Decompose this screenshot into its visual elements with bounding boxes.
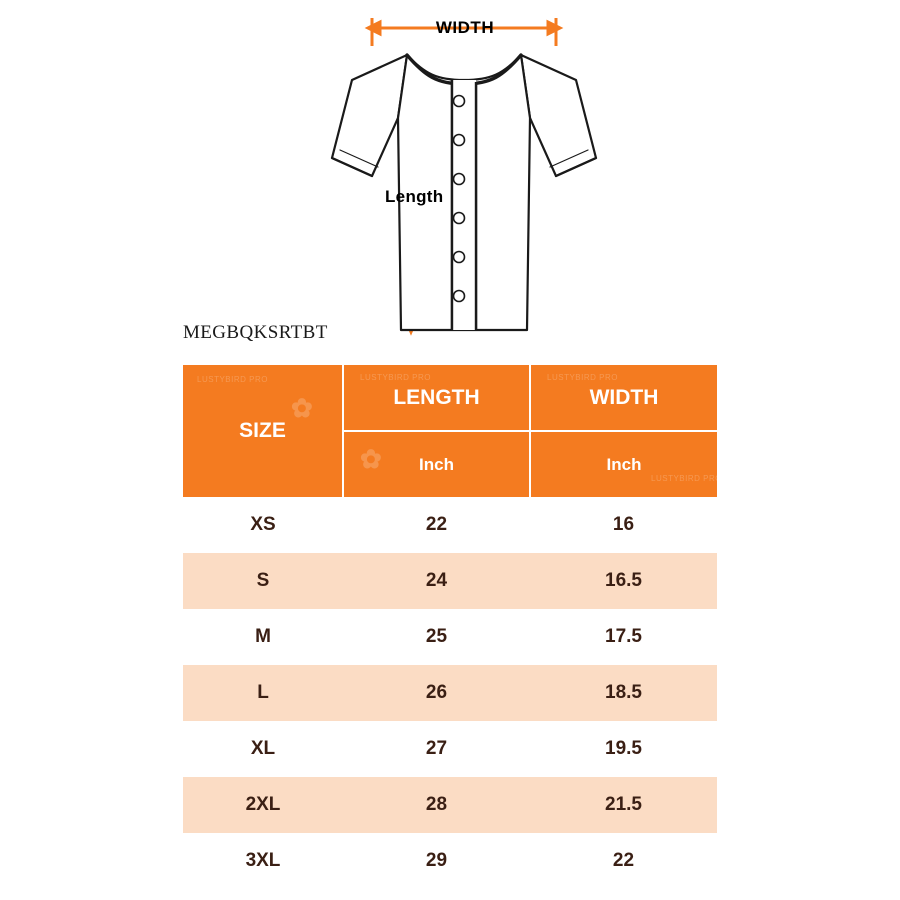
table-row <box>183 721 717 777</box>
column-header-length <box>343 365 530 431</box>
watermark-text: LUSTYBIRD PRO <box>360 373 431 382</box>
table-body <box>183 497 717 889</box>
leaf-icon: ✿ <box>360 444 382 474</box>
table-row <box>183 777 717 833</box>
width-label: WIDTH <box>435 18 495 37</box>
table-row <box>183 665 717 721</box>
table-header <box>183 365 722 497</box>
column-header-length-unit-label: Inch <box>419 454 454 474</box>
column-header-length-label: LENGTH <box>393 385 480 409</box>
column-header-length-unit <box>343 431 530 497</box>
cell-size: XS <box>250 514 276 535</box>
watermark-text: LUSTYBIRD PRO <box>651 474 722 483</box>
length-label: Length <box>385 187 444 206</box>
cell-length: 27 <box>425 738 448 759</box>
size-chart-diagram <box>0 0 900 350</box>
column-header-width-unit <box>530 431 722 497</box>
cell-width: 21.5 <box>530 777 717 833</box>
cell-width: 16.5 <box>530 553 717 609</box>
table-row <box>183 497 717 553</box>
cell-size: M <box>255 626 271 647</box>
cell-length: 26 <box>343 665 530 721</box>
column-header-width-unit-label: Inch <box>606 454 642 474</box>
cell-width: 22 <box>612 850 635 871</box>
leaf-icon: ✿ <box>291 393 313 423</box>
cell-width: 18.5 <box>530 665 717 721</box>
cell-width: 19.5 <box>605 738 642 759</box>
watermark-text: LUSTYBIRD PRO <box>197 375 268 384</box>
column-header-size <box>183 365 343 497</box>
cell-size: 3XL <box>245 850 281 871</box>
cell-size: L <box>183 665 343 721</box>
jersey-illustration <box>0 0 900 350</box>
cell-length: 22 <box>425 514 448 535</box>
table-row <box>183 553 717 609</box>
cell-length: 28 <box>343 777 530 833</box>
cell-width: 16 <box>612 514 635 535</box>
cell-length: 25 <box>425 626 448 647</box>
cell-size: S <box>183 553 343 609</box>
table-row <box>183 609 717 665</box>
column-header-width-label: WIDTH <box>589 385 659 409</box>
product-code: MEGBQKSRTBT <box>183 322 328 343</box>
cell-size: 2XL <box>183 777 343 833</box>
cell-length: 24 <box>343 553 530 609</box>
cell-size: XL <box>250 738 276 759</box>
watermark-text: LUSTYBIRD PRO <box>547 373 618 382</box>
column-header-width <box>530 365 717 431</box>
size-chart-table <box>183 365 722 889</box>
column-header-size-label: SIZE <box>239 419 286 442</box>
cell-width: 17.5 <box>605 626 642 647</box>
cell-length: 29 <box>425 850 448 871</box>
table-row <box>183 833 717 889</box>
